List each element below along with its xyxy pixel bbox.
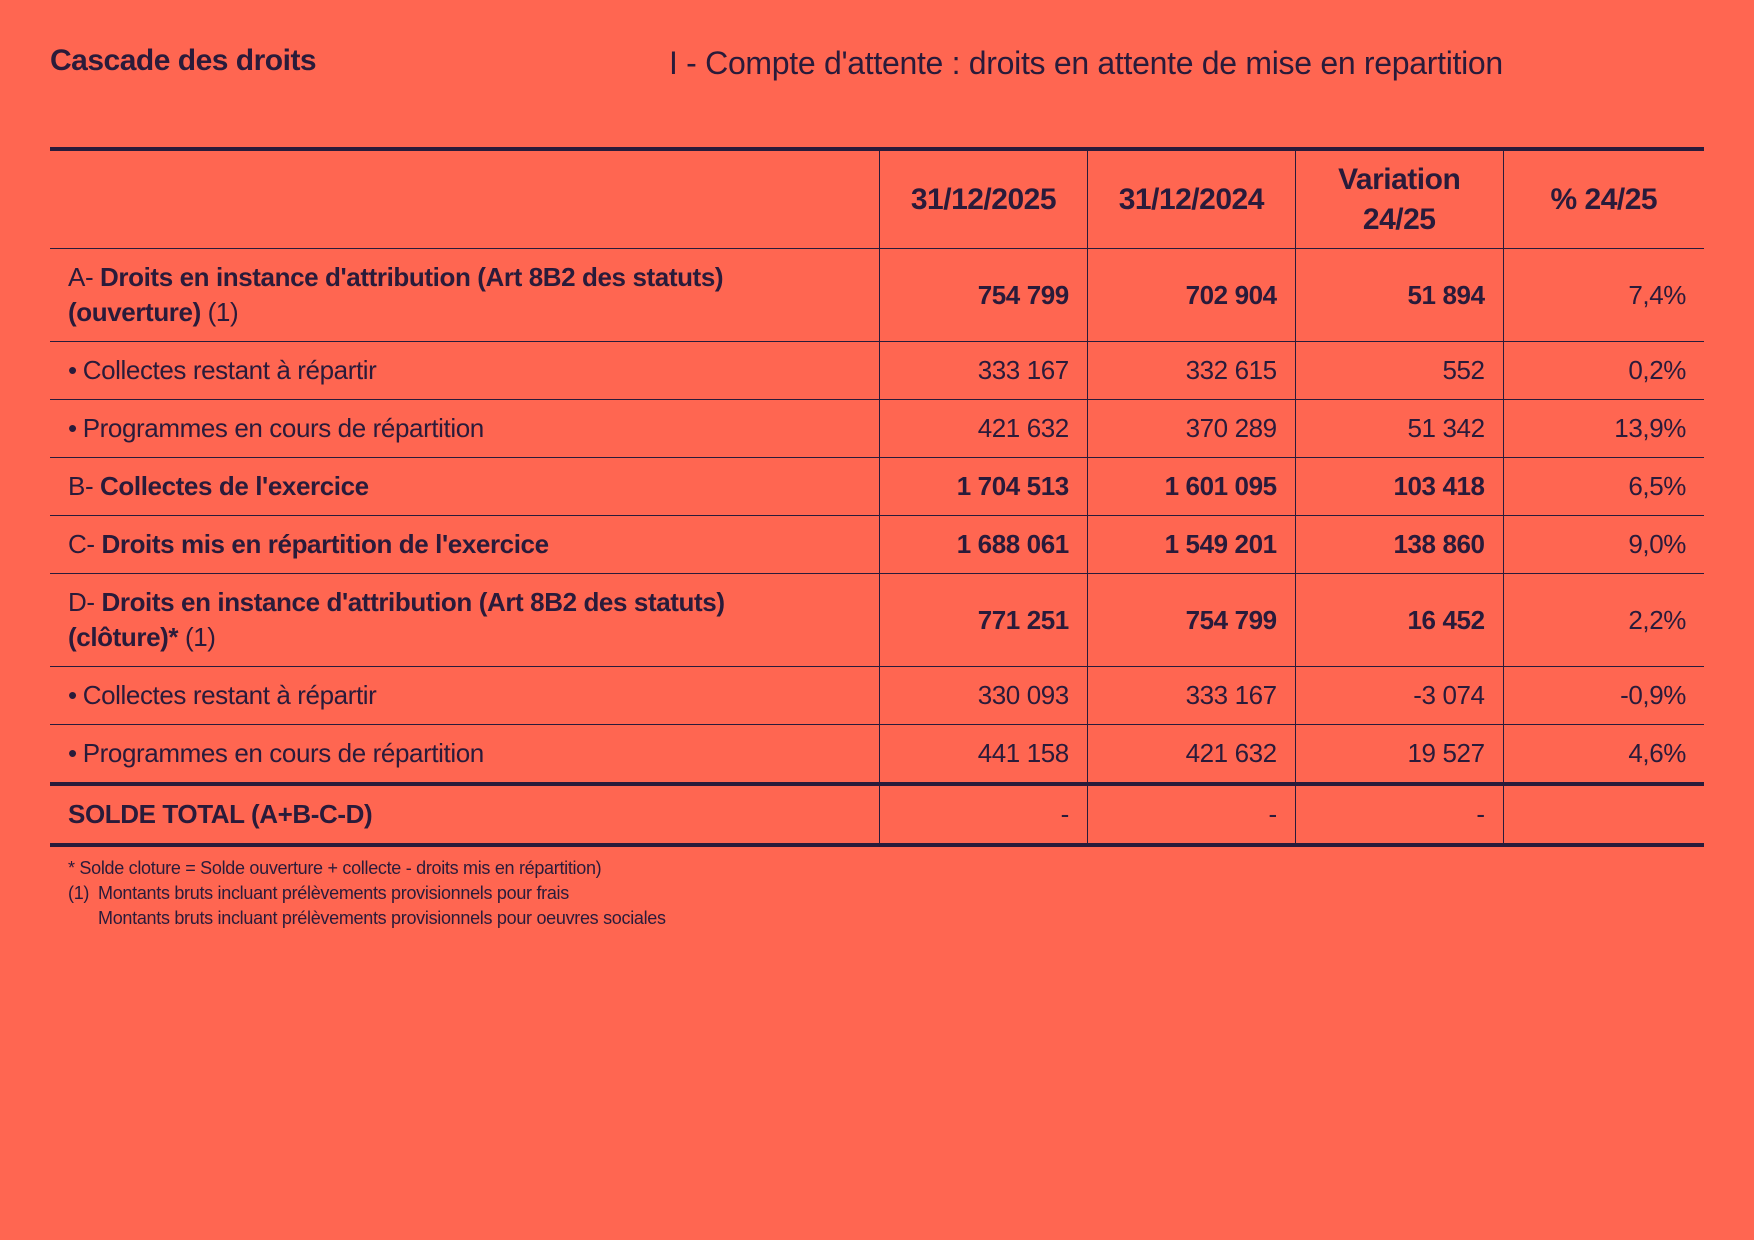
row-label bbox=[50, 458, 880, 516]
bullet: • bbox=[68, 738, 77, 768]
value-cell: 1 601 095 bbox=[1087, 458, 1295, 516]
footnote-1-continued bbox=[68, 906, 666, 931]
row-label bbox=[50, 249, 880, 342]
bullet: • bbox=[68, 680, 77, 710]
value-cell: 702 904 bbox=[1087, 249, 1295, 342]
row-suffix: (1) bbox=[184, 622, 216, 652]
percent-cell: 0,2% bbox=[1503, 342, 1704, 400]
row-label-bold: Droits mis en répartition de l'exercice bbox=[101, 529, 549, 559]
value-cell: 51 342 bbox=[1295, 400, 1503, 458]
column-header: 31/12/2024 bbox=[1087, 149, 1295, 249]
cascade-table bbox=[50, 147, 1704, 847]
value-cell: 1 688 061 bbox=[880, 516, 1088, 574]
row-prefix: B- bbox=[68, 471, 94, 501]
table-row bbox=[50, 342, 1704, 400]
row-label bbox=[50, 574, 880, 667]
percent-cell: 9,0% bbox=[1503, 516, 1704, 574]
row-prefix: C- bbox=[68, 529, 95, 559]
table-row bbox=[50, 458, 1704, 516]
value-cell: 330 093 bbox=[880, 667, 1088, 725]
row-label bbox=[50, 725, 880, 785]
row-suffix: (1) bbox=[207, 297, 239, 327]
footnotes bbox=[68, 856, 666, 931]
value-cell: 421 632 bbox=[1087, 725, 1295, 785]
table-row bbox=[50, 725, 1704, 785]
value-cell: 421 632 bbox=[880, 400, 1088, 458]
value-cell: 138 860 bbox=[1295, 516, 1503, 574]
value-cell: 771 251 bbox=[880, 574, 1088, 667]
total-percent-cell bbox=[1503, 784, 1704, 845]
row-label bbox=[50, 342, 880, 400]
table-header-row bbox=[50, 149, 1704, 249]
value-cell: -3 074 bbox=[1295, 667, 1503, 725]
row-prefix: A- bbox=[68, 262, 94, 292]
table-row bbox=[50, 574, 1704, 667]
column-header: 31/12/2025 bbox=[880, 149, 1088, 249]
footnote-mark: (1) bbox=[68, 883, 90, 903]
value-cell: 333 167 bbox=[1087, 667, 1295, 725]
percent-cell: 7,4% bbox=[1503, 249, 1704, 342]
total-value-cell: - bbox=[1295, 784, 1503, 845]
footnote-text: Montants bruts incluant prélèvements provisionnels pour frais bbox=[98, 883, 569, 903]
value-cell: 1 704 513 bbox=[880, 458, 1088, 516]
bullet: • bbox=[68, 413, 77, 443]
bullet: • bbox=[68, 355, 77, 385]
header-label-cell bbox=[50, 149, 880, 249]
value-cell: 754 799 bbox=[880, 249, 1088, 342]
footnote-star: * Solde cloture = Solde ouverture + collecte - droits mis en répartition) bbox=[68, 858, 602, 878]
table-row bbox=[50, 249, 1704, 342]
row-label-bold: Droits en instance d'attribution (Art 8B2 des statuts) (ouverture) bbox=[68, 262, 724, 327]
table-row bbox=[50, 400, 1704, 458]
value-cell: 552 bbox=[1295, 342, 1503, 400]
total-value-cell: - bbox=[880, 784, 1088, 845]
value-cell: 332 615 bbox=[1087, 342, 1295, 400]
row-prefix: D- bbox=[68, 587, 95, 617]
row-label-text: Collectes restant à répartir bbox=[82, 680, 377, 710]
row-label-text: Programmes en cours de répartition bbox=[82, 413, 484, 443]
value-cell: 370 289 bbox=[1087, 400, 1295, 458]
percent-cell: 4,6% bbox=[1503, 725, 1704, 785]
row-label-text: Collectes restant à répartir bbox=[82, 355, 377, 385]
table-row bbox=[50, 516, 1704, 574]
percent-cell: 2,2% bbox=[1503, 574, 1704, 667]
row-label-bold: Droits en instance d'attribution (Art 8B2 des statuts) (clôture)* bbox=[68, 587, 725, 652]
page-heading: I - Compte d'attente : droits en attente de mise en repartition bbox=[669, 45, 1503, 81]
value-cell: 333 167 bbox=[880, 342, 1088, 400]
total-value-cell: - bbox=[1087, 784, 1295, 845]
value-cell: 103 418 bbox=[1295, 458, 1503, 516]
row-label-text: Programmes en cours de répartition bbox=[82, 738, 484, 768]
table-row bbox=[50, 667, 1704, 725]
row-label-bold: Collectes de l'exercice bbox=[100, 471, 369, 501]
total-label: SOLDE TOTAL (A+B-C-D) bbox=[68, 799, 373, 829]
footnote-text: Montants bruts incluant prélèvements provisionnels pour oeuvres sociales bbox=[98, 908, 666, 928]
column-header: Variation 24/25 bbox=[1295, 149, 1503, 249]
percent-cell: -0,9% bbox=[1503, 667, 1704, 725]
percent-cell: 13,9% bbox=[1503, 400, 1704, 458]
total-row bbox=[50, 784, 1704, 845]
footnote-1 bbox=[68, 881, 666, 906]
value-cell: 1 549 201 bbox=[1087, 516, 1295, 574]
value-cell: 19 527 bbox=[1295, 725, 1503, 785]
row-label bbox=[50, 516, 880, 574]
value-cell: 754 799 bbox=[1087, 574, 1295, 667]
value-cell: 16 452 bbox=[1295, 574, 1503, 667]
value-cell: 51 894 bbox=[1295, 249, 1503, 342]
row-label bbox=[50, 400, 880, 458]
footnote-mark-spacer bbox=[68, 906, 98, 931]
value-cell: 441 158 bbox=[880, 725, 1088, 785]
column-header: % 24/25 bbox=[1503, 149, 1704, 249]
row-label bbox=[50, 667, 880, 725]
percent-cell: 6,5% bbox=[1503, 458, 1704, 516]
section-title: Cascade des droits bbox=[50, 44, 317, 77]
